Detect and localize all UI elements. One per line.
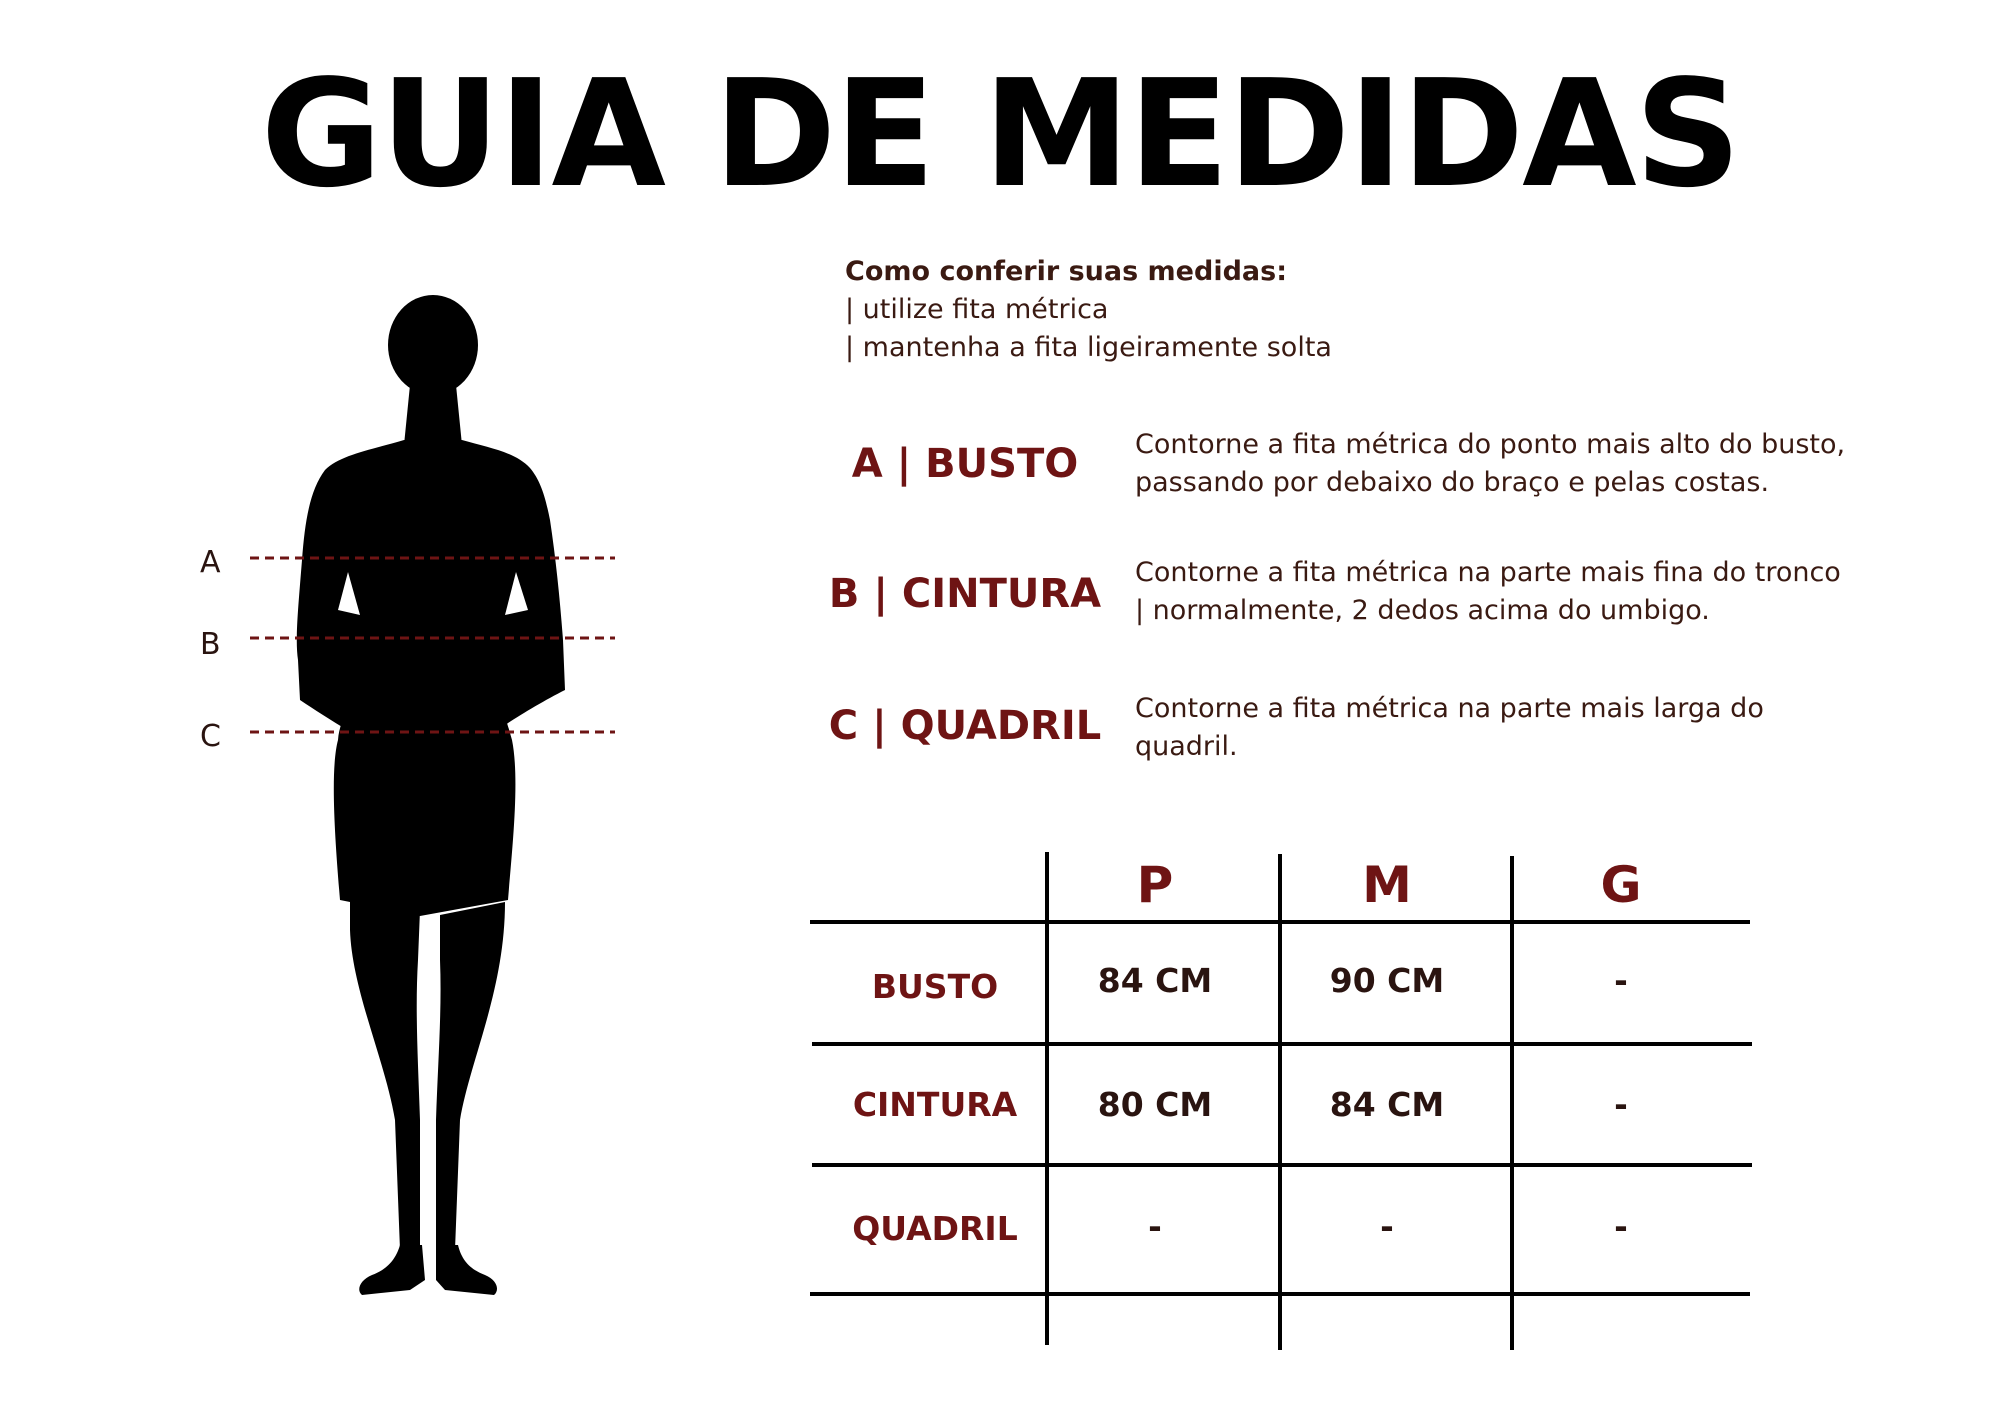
size-col-g: G xyxy=(1600,856,1642,914)
table-cell: - xyxy=(1614,961,1628,1000)
table-cell: - xyxy=(1614,1085,1628,1124)
measure-desc-line: Contorne a fita métrica na parte mais fina do tronco xyxy=(1135,557,1841,588)
table-cell: 84 CM xyxy=(1329,1085,1445,1124)
instructions-line: | mantenha a fita ligeiramente solta xyxy=(845,332,1332,363)
table-row-label: CINTURA xyxy=(852,1085,1018,1124)
table-cell: 90 CM xyxy=(1329,961,1445,1000)
measure-desc-line: passando por debaixo do braço e pelas costas. xyxy=(1135,467,1770,498)
measure-label: C | QUADRIL xyxy=(828,703,1102,749)
measure-desc-line: | normalmente, 2 dedos acima do umbigo. xyxy=(1135,595,1710,626)
measure-desc-line: quadril. xyxy=(1135,731,1238,762)
table-cell: - xyxy=(1614,1207,1628,1246)
measure-label: B | CINTURA xyxy=(828,571,1102,617)
line-label-b: B xyxy=(200,627,221,662)
table-row-label: BUSTO xyxy=(871,967,999,1006)
line-label-c: C xyxy=(200,719,221,754)
table-cell: 84 CM xyxy=(1097,961,1213,1000)
table-cell: - xyxy=(1380,1207,1394,1246)
measure-label: A | BUSTO xyxy=(851,441,1079,487)
size-col-p: P xyxy=(1136,856,1174,914)
line-label-a: A xyxy=(200,545,221,580)
instructions-heading: Como conferir suas medidas: xyxy=(845,256,1287,287)
table-cell: 80 CM xyxy=(1097,1085,1213,1124)
instructions-line: | utilize fita métrica xyxy=(845,294,1109,325)
measure-desc-line: Contorne a fita métrica do ponto mais alto do busto, xyxy=(1135,429,1846,460)
page-title: GUIA DE MEDIDAS xyxy=(260,48,1740,220)
measure-desc-line: Contorne a fita métrica na parte mais larga do xyxy=(1135,693,1764,724)
table-cell: - xyxy=(1148,1207,1162,1246)
table-row-label: QUADRIL xyxy=(852,1209,1018,1248)
size-col-m: M xyxy=(1362,856,1412,914)
